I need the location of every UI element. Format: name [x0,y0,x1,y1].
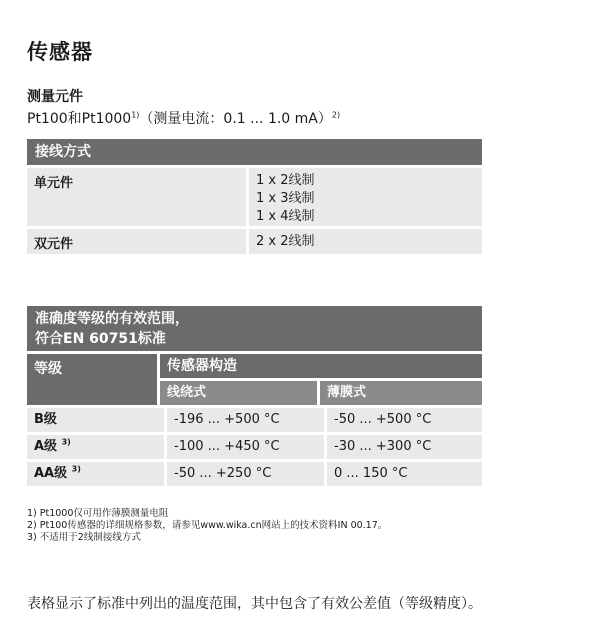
table-row [27,435,482,459]
construction-group [160,354,482,405]
col-class: 等级 [27,354,157,405]
construction-types [160,381,482,405]
accuracy-table [27,306,482,486]
class-cell [27,408,164,432]
footnotes [27,508,387,544]
measuring-element-line [27,108,340,128]
row-values [246,168,482,226]
table-row [27,229,482,254]
wiring-value: 1 x 2线制 [256,173,315,188]
footnote-ref-3: 3) [71,464,81,474]
table-row [27,168,482,226]
header-line-1: 准确度等级的有效范围， [35,311,189,327]
class-label: A级 [34,439,58,454]
class-cell [27,462,164,486]
wiring-table-header: 接线方式 [27,139,482,165]
col-wire: 线绕式 [160,381,317,405]
class-label: AA级 [34,466,68,481]
class-label: B级 [34,412,57,427]
film-range: 0 ... 150 °C [327,462,482,486]
section-subtitle: 测量元件 [27,89,83,105]
wire-range: -196 ... +500 °C [167,408,324,432]
wire-range: -50 ... +250 °C [167,462,324,486]
row-values [246,229,482,254]
page-title: 传感器 [27,40,93,64]
film-range: -30 ... +300 °C [327,435,482,459]
footnote-ref-1: 1) [131,110,140,120]
accuracy-table-header [27,306,482,351]
measure-text-a: Pt100和Pt1000 [27,111,132,127]
wiring-table [27,139,482,254]
accuracy-subheader [27,354,482,405]
footnote-ref-2: 2) [331,110,341,120]
wiring-value: 2 x 2线制 [256,234,315,249]
class-cell [27,435,164,459]
table-row [27,408,482,432]
closing-paragraph: 表格显示了标准中列出的温度范围，其中包含了有效公差值（等级精度）。 [27,596,482,612]
footnote: 3) 不适用于2线制接线方式 [27,532,141,543]
film-range: -50 ... +500 °C [327,408,482,432]
wiring-value: 1 x 4线制 [256,209,315,224]
table-row [27,462,482,486]
row-label: 双元件 [34,237,74,252]
col-construction: 传感器构造 [160,354,482,378]
row-label: 单元件 [34,176,74,191]
footnote-ref-3: 3) [61,437,71,447]
col-film: 薄膜式 [320,381,482,405]
footnote: 2) Pt100传感器的详细规格参数，请参见www.wika.cn网站上的技术资料IN 00.17。 [27,520,388,531]
measure-text-b: （测量电流：0.1 ... 1.0 mA） [139,111,332,127]
footnote: 1) Pt1000仅可用作薄膜测量电阻 [27,508,169,519]
header-line-2: 符合EN 60751标准 [35,331,166,347]
wiring-value: 1 x 3线制 [256,191,315,206]
wire-range: -100 ... +450 °C [167,435,324,459]
